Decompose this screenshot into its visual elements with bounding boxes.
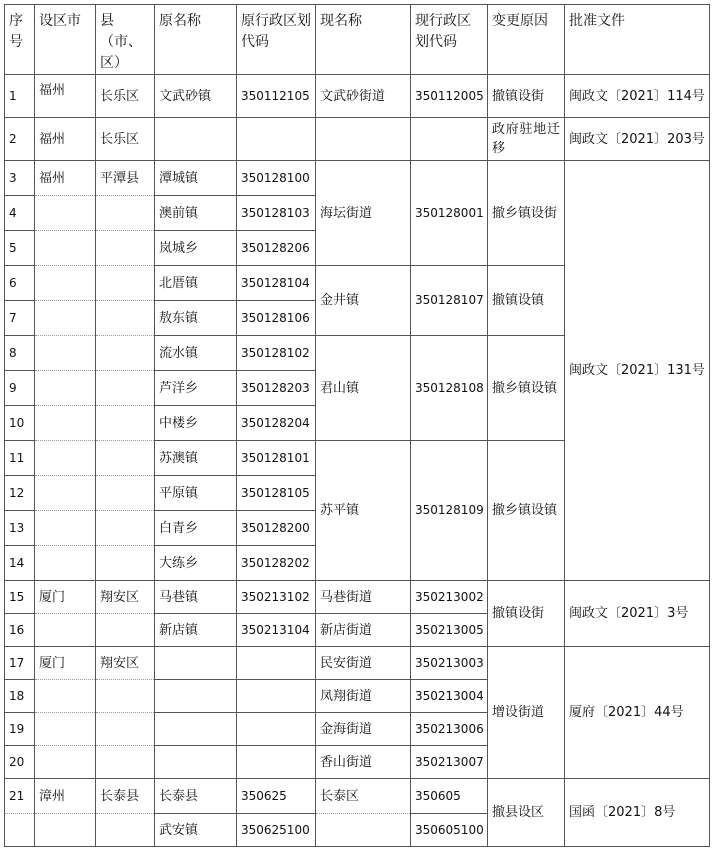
cell-old-name: 文武砂镇: [155, 75, 237, 118]
cell-new-name: 金海街道: [316, 713, 411, 746]
cell-old-name: 新店镇: [155, 614, 237, 647]
cell-county: 长泰县: [96, 779, 155, 814]
cell-old-name-empty: [155, 713, 237, 746]
cell-old-name: 马巷镇: [155, 581, 237, 614]
cell-old-code-empty: [237, 713, 316, 746]
table-row: [5, 161, 710, 196]
cell-doc: 闽政文〔2021〕203号: [565, 118, 710, 161]
cell-old-name: 北厝镇: [155, 266, 237, 301]
cell-no: 20: [5, 746, 35, 779]
cell-new-code: 350605: [411, 779, 488, 814]
cell-no: 8: [5, 336, 35, 371]
cell-old-code-empty: [237, 647, 316, 680]
cell-county-empty: [96, 441, 155, 476]
cell-city-empty: [35, 371, 96, 406]
cell-no-empty: [5, 814, 35, 847]
cell-old-code: 350128100: [237, 161, 316, 196]
cell-no: 11: [5, 441, 35, 476]
cell-new-name-group: 君山镇: [316, 336, 411, 441]
cell-city: 福州: [35, 118, 96, 161]
cell-city-empty: [35, 546, 96, 581]
cell-new-name-group: 海坛街道: [316, 161, 411, 266]
cell-old-name-empty: [155, 680, 237, 713]
table-row: [5, 118, 710, 161]
cell-city-empty: [35, 680, 96, 713]
cell-old-code: 350112105: [237, 75, 316, 118]
cell-new-name: 香山街道: [316, 746, 411, 779]
cell-no: 5: [5, 231, 35, 266]
cell-no: 12: [5, 476, 35, 511]
table-row: [5, 581, 710, 614]
cell-city: 漳州: [35, 779, 96, 814]
cell-old-name: 苏澳镇: [155, 441, 237, 476]
cell-doc-group: 闽政文〔2021〕3号: [565, 581, 710, 647]
header-row: [5, 5, 710, 75]
cell-old-code-empty: [237, 746, 316, 779]
cell-no: 13: [5, 511, 35, 546]
cell-no: 21: [5, 779, 35, 814]
cell-county-empty: [96, 231, 155, 266]
cell-old-code: 350128101: [237, 441, 316, 476]
header-doc: 批准文件: [565, 5, 710, 75]
cell-county-empty: [96, 713, 155, 746]
cell-county-empty: [96, 511, 155, 546]
cell-doc-group: 闽政文〔2021〕131号: [565, 161, 710, 581]
cell-county-empty: [96, 406, 155, 441]
cell-new-name: [316, 118, 411, 161]
cell-no: 7: [5, 301, 35, 336]
cell-city-empty: [35, 406, 96, 441]
header-old-code: 原行政区划代码: [237, 5, 316, 75]
cell-new-code: 350213005: [411, 614, 488, 647]
cell-city-empty: [35, 196, 96, 231]
cell-old-name: [155, 118, 237, 161]
cell-old-name: 岚城乡: [155, 231, 237, 266]
cell-old-code: 350625: [237, 779, 316, 814]
cell-old-code: 350128103: [237, 196, 316, 231]
cell-county-empty: [96, 266, 155, 301]
cell-county: 长乐区: [96, 75, 155, 118]
cell-reason-group: 撤乡镇设街: [488, 161, 565, 266]
cell-old-code: 350128104: [237, 266, 316, 301]
cell-county: 平潭县: [96, 161, 155, 196]
cell-city-empty: [35, 511, 96, 546]
cell-old-name: 大练乡: [155, 546, 237, 581]
cell-city-empty: [35, 614, 96, 647]
cell-county-empty: [96, 614, 155, 647]
cell-old-name-empty: [155, 647, 237, 680]
cell-new-code: 350213003: [411, 647, 488, 680]
cell-no: 2: [5, 118, 35, 161]
cell-city-empty: [35, 441, 96, 476]
cell-old-name: 潭城镇: [155, 161, 237, 196]
cell-reason-group: 撤乡镇设镇: [488, 441, 565, 581]
cell-old-code: 350625100: [237, 814, 316, 847]
cell-new-code: 350213006: [411, 713, 488, 746]
cell-new-code-group: 350128109: [411, 441, 488, 581]
cell-city-empty: [35, 476, 96, 511]
cell-no: 3: [5, 161, 35, 196]
cell-county-empty: [96, 546, 155, 581]
cell-old-code: 350128202: [237, 546, 316, 581]
cell-city: 厦门: [35, 647, 96, 680]
cell-reason: 撤镇设街: [488, 75, 565, 118]
cell-old-name-empty: [155, 746, 237, 779]
cell-new-code: [411, 118, 488, 161]
header-county: 县（市、区）: [96, 5, 155, 75]
cell-old-name: 白青乡: [155, 511, 237, 546]
cell-old-name: 长泰县: [155, 779, 237, 814]
cell-city-empty: [35, 301, 96, 336]
cell-city-empty: [35, 231, 96, 266]
cell-city-empty: [35, 713, 96, 746]
cell-city: 福州: [35, 75, 96, 118]
cell-reason-group: 撤乡镇设镇: [488, 336, 565, 441]
cell-county-empty: [96, 371, 155, 406]
cell-no: 15: [5, 581, 35, 614]
cell-doc: 闽政文〔2021〕114号: [565, 75, 710, 118]
cell-old-code: 350128206: [237, 231, 316, 266]
cell-city-empty: [35, 336, 96, 371]
header-old-name: 原名称: [155, 5, 237, 75]
cell-city: 福州: [35, 161, 96, 196]
header-new-code: 现行政区划代码: [411, 5, 488, 75]
cell-county: 翔安区: [96, 581, 155, 614]
cell-old-name: 中楼乡: [155, 406, 237, 441]
cell-no: 6: [5, 266, 35, 301]
cell-new-code-group: 350128001: [411, 161, 488, 266]
cell-doc-group: 厦府〔2021〕44号: [565, 647, 710, 779]
cell-county-empty: [96, 196, 155, 231]
cell-county-empty: [96, 746, 155, 779]
cell-county: 翔安区: [96, 647, 155, 680]
cell-new-name-group: 金井镇: [316, 266, 411, 336]
cell-reason: 政府驻地迁移: [488, 118, 565, 161]
cell-no: 19: [5, 713, 35, 746]
cell-city-empty: [35, 746, 96, 779]
cell-new-name-group: 苏平镇: [316, 441, 411, 581]
cell-no: 18: [5, 680, 35, 713]
cell-doc-group: 国函〔2021〕8号: [565, 779, 710, 847]
cell-county: 长乐区: [96, 118, 155, 161]
cell-city-empty: [35, 814, 96, 847]
cell-county-empty: [96, 301, 155, 336]
cell-new-name: 文武砂街道: [316, 75, 411, 118]
cell-old-code: 350128105: [237, 476, 316, 511]
cell-no: 9: [5, 371, 35, 406]
cell-old-code: 350128203: [237, 371, 316, 406]
header-reason: 变更原因: [488, 5, 565, 75]
cell-reason-group: 增设街道: [488, 647, 565, 779]
cell-old-code: 350213102: [237, 581, 316, 614]
cell-reason-group: 撤镇设镇: [488, 266, 565, 336]
cell-no: 16: [5, 614, 35, 647]
cell-county-empty: [96, 814, 155, 847]
header-city: 设区市: [35, 5, 96, 75]
cell-new-name: 民安街道: [316, 647, 411, 680]
header-no: 序号: [5, 5, 35, 75]
cell-reason-group: 撤县设区: [488, 779, 565, 847]
cell-old-name: 敖东镇: [155, 301, 237, 336]
cell-no: 4: [5, 196, 35, 231]
cell-city: 厦门: [35, 581, 96, 614]
cell-old-code: 350128106: [237, 301, 316, 336]
cell-old-name: 流水镇: [155, 336, 237, 371]
cell-new-name: 长泰区: [316, 779, 411, 814]
table-row: [5, 779, 710, 814]
cell-new-code: 350213007: [411, 746, 488, 779]
cell-old-code: [237, 118, 316, 161]
cell-new-code-group: 350128107: [411, 266, 488, 336]
cell-new-code: 350213004: [411, 680, 488, 713]
cell-new-name: 凤翔街道: [316, 680, 411, 713]
cell-new-name: 新店街道: [316, 614, 411, 647]
cell-old-code: 350128200: [237, 511, 316, 546]
cell-no: 17: [5, 647, 35, 680]
cell-new-name-empty: [316, 814, 411, 847]
cell-new-code: 350213002: [411, 581, 488, 614]
admin-division-change-table: [4, 4, 710, 847]
cell-old-code-empty: [237, 680, 316, 713]
cell-no: 10: [5, 406, 35, 441]
cell-new-code-group: 350128108: [411, 336, 488, 441]
cell-new-name: 马巷街道: [316, 581, 411, 614]
cell-old-name: 澳前镇: [155, 196, 237, 231]
cell-new-code: 350112005: [411, 75, 488, 118]
cell-old-code: 350128204: [237, 406, 316, 441]
cell-reason-group: 撤镇设街: [488, 581, 565, 647]
table-row: [5, 647, 710, 680]
cell-old-name: 芦洋乡: [155, 371, 237, 406]
table-row: [5, 75, 710, 118]
cell-city-empty: [35, 266, 96, 301]
header-new-name: 现名称: [316, 5, 411, 75]
cell-no: 14: [5, 546, 35, 581]
cell-no: 1: [5, 75, 35, 118]
cell-old-code: 350213104: [237, 614, 316, 647]
cell-old-code: 350128102: [237, 336, 316, 371]
cell-county-empty: [96, 680, 155, 713]
cell-county-empty: [96, 336, 155, 371]
cell-old-name: 平原镇: [155, 476, 237, 511]
cell-county-empty: [96, 476, 155, 511]
cell-new-code: 350605100: [411, 814, 488, 847]
cell-old-name: 武安镇: [155, 814, 237, 847]
